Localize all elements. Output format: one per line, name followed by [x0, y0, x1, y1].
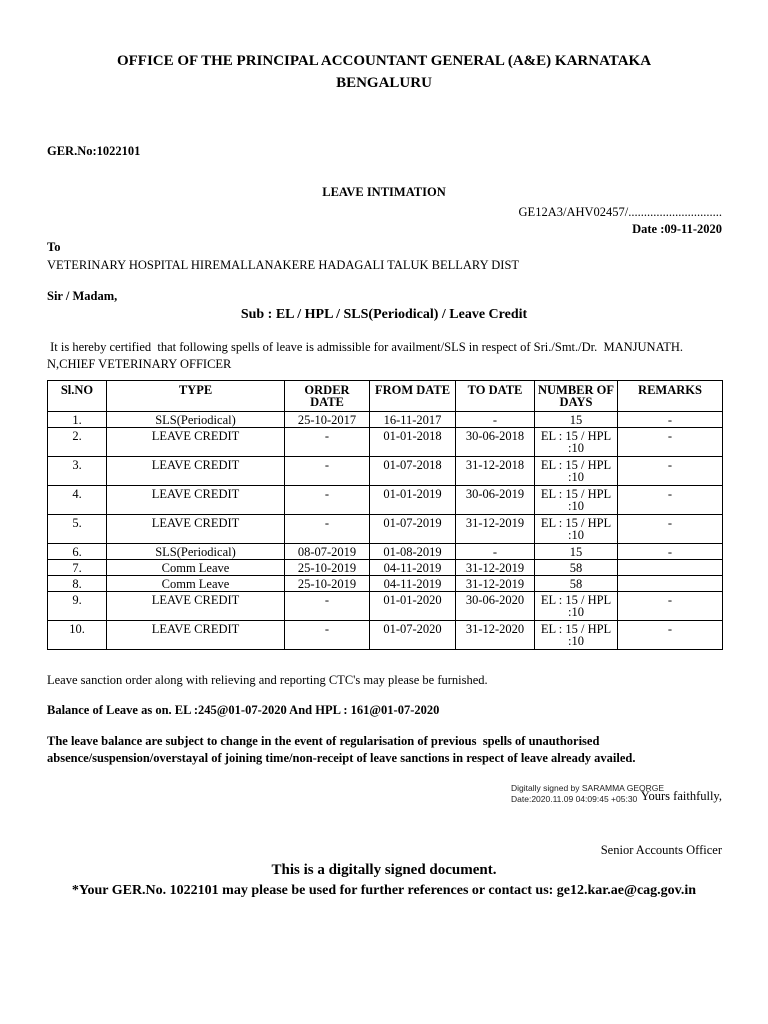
- cell-remarks: -: [618, 457, 723, 486]
- cell-to-date: 31-12-2020: [456, 621, 535, 650]
- table-row: [48, 515, 723, 544]
- cell-sl: 1.: [48, 412, 107, 428]
- cell-remarks: -: [618, 621, 723, 650]
- cell-order-date: 25-10-2017: [285, 412, 370, 428]
- cell-type: Comm Leave: [107, 576, 285, 592]
- document-date: Date :09-11-2020: [632, 222, 722, 236]
- cell-order-date: -: [285, 621, 370, 650]
- salutation: Sir / Madam,: [47, 289, 118, 303]
- cell-to-date: 31-12-2018: [456, 457, 535, 486]
- cell-days: EL : 15 / HPL :10: [535, 592, 618, 621]
- cell-sl: 4.: [48, 486, 107, 515]
- cell-from-date: 04-11-2019: [370, 576, 456, 592]
- cell-to-date: 31-12-2019: [456, 560, 535, 576]
- cell-remarks: -: [618, 412, 723, 428]
- cell-sl: 6.: [48, 544, 107, 560]
- signatory-designation: Senior Accounts Officer: [600, 843, 722, 857]
- cell-order-date: -: [285, 515, 370, 544]
- cell-sl: 10.: [48, 621, 107, 650]
- cell-days: EL : 15 / HPL :10: [535, 457, 618, 486]
- column-header: TYPE: [107, 381, 285, 412]
- cell-days: 58: [535, 560, 618, 576]
- leave-balance: Balance of Leave as on. EL :245@01-07-2020 And HPL : 161@01-07-2020: [47, 703, 440, 717]
- column-header: FROM DATE: [370, 381, 456, 412]
- cell-from-date: 01-01-2018: [370, 428, 456, 457]
- cell-remarks: -: [618, 515, 723, 544]
- cell-type: SLS(Periodical): [107, 412, 285, 428]
- cell-days: EL : 15 / HPL :10: [535, 486, 618, 515]
- cell-to-date: -: [456, 412, 535, 428]
- leave-table: [47, 380, 723, 650]
- reference-number: GE12A3/AHV02457/..............................: [518, 205, 722, 219]
- table-row: [48, 592, 723, 621]
- cell-to-date: 31-12-2019: [456, 576, 535, 592]
- subject-line: Sub : EL / HPL / SLS(Periodical) / Leave Credit: [240, 307, 528, 322]
- certification-text-cont: N,CHIEF VETERINARY OFFICER: [47, 357, 232, 371]
- cell-order-date: -: [285, 457, 370, 486]
- cell-from-date: 04-11-2019: [370, 560, 456, 576]
- table-row: [48, 428, 723, 457]
- cell-sl: 9.: [48, 592, 107, 621]
- cell-sl: 3.: [48, 457, 107, 486]
- disclaimer-line-1: The leave balance are subject to change in the event of regularisation of previous spells of unauthorised: [47, 734, 600, 748]
- cell-days: EL : 15 / HPL :10: [535, 621, 618, 650]
- cell-days: 15: [535, 412, 618, 428]
- column-header: Sl.NO: [48, 381, 107, 412]
- cell-from-date: 01-07-2019: [370, 515, 456, 544]
- cell-from-date: 16-11-2017: [370, 412, 456, 428]
- table-row: [48, 486, 723, 515]
- office-title: OFFICE OF THE PRINCIPAL ACCOUNTANT GENERAL (A&E) KARNATAKA: [116, 53, 652, 69]
- cell-remarks: [618, 576, 723, 592]
- cell-sl: 2.: [48, 428, 107, 457]
- column-header: TO DATE: [456, 381, 535, 412]
- cell-to-date: 30-06-2018: [456, 428, 535, 457]
- cell-type: Comm Leave: [107, 560, 285, 576]
- cell-order-date: 25-10-2019: [285, 560, 370, 576]
- certification-text: It is hereby certified that following spells of leave is admissible for availment/SLS in respect of Sri./Smt./Dr. MANJUNATH.: [47, 340, 684, 354]
- table-header-row: [48, 381, 723, 412]
- cell-remarks: -: [618, 486, 723, 515]
- reference-contact-note: *Your GER.No. 1022101 may please be used for further references or contact us: ge12.kar.ae@cag.gov.in: [71, 883, 697, 898]
- sanction-note: Leave sanction order along with relieving and reporting CTC's may please be furnished.: [47, 673, 488, 687]
- cell-days: 15: [535, 544, 618, 560]
- cell-type: LEAVE CREDIT: [107, 428, 285, 457]
- cell-order-date: -: [285, 486, 370, 515]
- cell-to-date: 30-06-2020: [456, 592, 535, 621]
- table-row: [48, 560, 723, 576]
- cell-type: LEAVE CREDIT: [107, 457, 285, 486]
- cell-days: EL : 15 / HPL :10: [535, 515, 618, 544]
- cell-type: SLS(Periodical): [107, 544, 285, 560]
- cell-remarks: -: [618, 592, 723, 621]
- cell-remarks: -: [618, 544, 723, 560]
- cell-to-date: 31-12-2019: [456, 515, 535, 544]
- table-row: [48, 412, 723, 428]
- cell-order-date: -: [285, 428, 370, 457]
- cell-type: LEAVE CREDIT: [107, 621, 285, 650]
- column-header: REMARKS: [618, 381, 723, 412]
- cell-days: 58: [535, 576, 618, 592]
- closing-salutation: Yours faithfully,: [640, 789, 722, 803]
- column-header: NUMBER OF DAYS: [535, 381, 618, 412]
- cell-to-date: -: [456, 544, 535, 560]
- office-city: BENGALURU: [336, 75, 432, 91]
- cell-from-date: 01-07-2018: [370, 457, 456, 486]
- cell-type: LEAVE CREDIT: [107, 515, 285, 544]
- table-row: [48, 457, 723, 486]
- cell-from-date: 01-07-2020: [370, 621, 456, 650]
- column-header: ORDER DATE: [285, 381, 370, 412]
- cell-from-date: 01-08-2019: [370, 544, 456, 560]
- digital-document-note: This is a digitally signed document.: [271, 862, 497, 878]
- cell-from-date: 01-01-2020: [370, 592, 456, 621]
- to-label: To: [47, 240, 61, 254]
- cell-sl: 7.: [48, 560, 107, 576]
- table-row: [48, 576, 723, 592]
- cell-type: LEAVE CREDIT: [107, 592, 285, 621]
- cell-type: LEAVE CREDIT: [107, 486, 285, 515]
- digital-signature-date: Date:2020.11.09 04:09:45 +05:30: [511, 794, 638, 804]
- table-row: [48, 544, 723, 560]
- addressee: VETERINARY HOSPITAL HIREMALLANAKERE HADAGALI TALUK BELLARY DIST: [47, 258, 520, 272]
- cell-days: EL : 15 / HPL :10: [535, 428, 618, 457]
- ger-number: GER.No:1022101: [47, 144, 141, 158]
- cell-order-date: 08-07-2019: [285, 544, 370, 560]
- cell-to-date: 30-06-2019: [456, 486, 535, 515]
- cell-remarks: -: [618, 428, 723, 457]
- cell-sl: 8.: [48, 576, 107, 592]
- cell-order-date: 25-10-2019: [285, 576, 370, 592]
- document-title: LEAVE INTIMATION: [322, 185, 446, 199]
- disclaimer-line-2: absence/suspension/overstayal of joining time/non-receipt of leave sanctions in respect of leave already availed.: [47, 751, 636, 765]
- cell-sl: 5.: [48, 515, 107, 544]
- cell-order-date: -: [285, 592, 370, 621]
- table-row: [48, 621, 723, 650]
- digital-signature-name: Digitally signed by SARAMMA GEORGE: [511, 783, 665, 793]
- cell-from-date: 01-01-2019: [370, 486, 456, 515]
- cell-remarks: [618, 560, 723, 576]
